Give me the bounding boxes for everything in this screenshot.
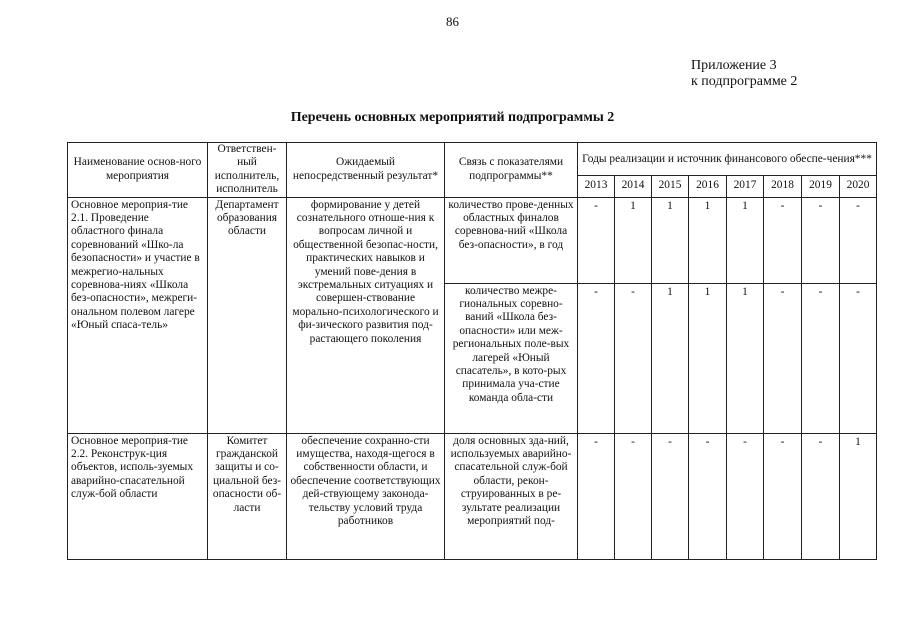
appendix-line-2: к подпрограмме 2	[691, 74, 798, 89]
indicator-value: -	[802, 283, 840, 433]
indicator-value: -	[578, 197, 615, 283]
activities-table	[67, 142, 877, 560]
table-row	[68, 433, 877, 559]
activity-name: Основное мероприя-тие 2.1. Проведение областного финала соревнований «Шко-ла безопасности» и участие в межрегио-нальных соревнова-ниях «Школа без-опасности», межреги-ональном полевом лагере «Юный спаса-тель»	[68, 197, 208, 433]
page-number: 86	[446, 14, 459, 29]
indicator-value: 1	[652, 197, 689, 283]
indicator-value: -	[764, 197, 802, 283]
table-row	[68, 197, 877, 283]
header-indicators-link: Связь с показателями подпрограммы**	[445, 143, 578, 198]
header-name: Наименование основ-ного мероприятия	[68, 143, 208, 198]
header-row	[68, 143, 877, 176]
indicator-value: -	[802, 433, 840, 559]
indicator-value: 1	[727, 283, 764, 433]
header-year: 2015	[652, 175, 689, 197]
indicator-value: -	[652, 433, 689, 559]
indicator-value: -	[840, 283, 877, 433]
indicator-value: 1	[689, 283, 727, 433]
header-responsible: Ответствен-ный исполнитель, исполнитель	[208, 143, 287, 198]
indicator-value: -	[764, 283, 802, 433]
appendix-line-1: Приложение 3	[691, 58, 777, 73]
activity-result: формирование у детей сознательного отноше-ния к вопросам личной и общественной безопас-ности, практических навыков и умений пове-дения в экстремальных ситуациях и совершен-ствование морально-психологического и фи-зического развития под-растающего поколения	[287, 197, 445, 433]
indicator-value: -	[578, 283, 615, 433]
indicator-value: 1	[689, 197, 727, 283]
header-year: 2019	[802, 175, 840, 197]
indicator-value: -	[578, 433, 615, 559]
indicator-value: -	[727, 433, 764, 559]
document-title: Перечень основных мероприятий подпрограммы 2	[290, 110, 615, 125]
indicator-value: -	[615, 283, 652, 433]
indicator-text: количество прове-денных областных финалов соревнова-ний «Школа без-опасности», в год	[445, 197, 578, 283]
indicator-value: 1	[727, 197, 764, 283]
activity-responsible: Департамент образования области	[208, 197, 287, 433]
indicator-text: доля основных зда-ний, используемых аварийно-спасательной служ-бой области, рекон-струированных в ре-зультате реализации мероприятий под-	[445, 433, 578, 559]
header-year: 2016	[689, 175, 727, 197]
indicator-text: количество межре-гиональных соревно-ваний «Школа без-опасности» или меж-региональных поле-вых лагерей «Юный спасатель», в кото-рых принимала уча-стие команда обла-сти	[445, 283, 578, 433]
activity-responsible: Комитет гражданской защиты и со-циальной без-опасности об-ласти	[208, 433, 287, 559]
indicator-value: -	[615, 433, 652, 559]
header-year: 2020	[840, 175, 877, 197]
header-year: 2013	[578, 175, 615, 197]
header-year: 2018	[764, 175, 802, 197]
header-years-group: Годы реализации и источник финансового обеспе-чения***	[578, 143, 877, 176]
header-year: 2017	[727, 175, 764, 197]
activity-result: обеспечение сохранно-сти имущества, находя-щегося в собственности области, и обеспечение соответствующих дей-ствующему законода-тельству условий труда работников	[287, 433, 445, 559]
indicator-value: 1	[615, 197, 652, 283]
indicator-value: -	[689, 433, 727, 559]
appendix-note	[691, 58, 797, 90]
indicator-value: 1	[840, 433, 877, 559]
indicator-value: 1	[652, 283, 689, 433]
indicator-value: -	[840, 197, 877, 283]
indicator-value: -	[802, 197, 840, 283]
header-result: Ожидаемый непосредственный результат*	[287, 143, 445, 198]
indicator-value: -	[764, 433, 802, 559]
activity-name: Основное мероприя-тие 2.2. Реконструк-ция объектов, исполь-зуемых аварийно-спасательной служ-бой области	[68, 433, 208, 559]
header-year: 2014	[615, 175, 652, 197]
